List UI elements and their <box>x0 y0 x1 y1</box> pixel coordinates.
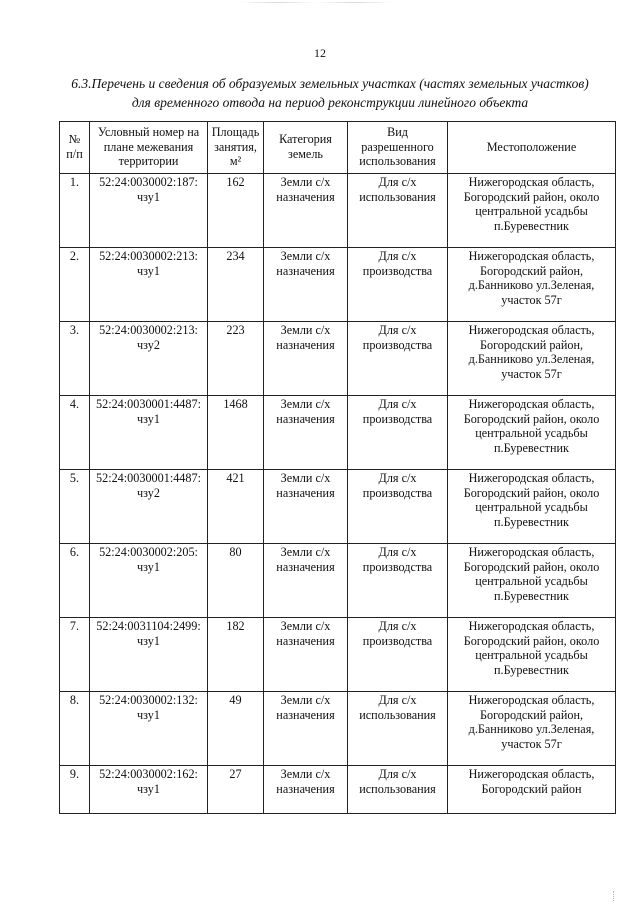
cell-num: 7. <box>60 618 90 692</box>
cell-cadastral: 52:24:0031104:2499: чзу1 <box>90 618 208 692</box>
scan-edge-artifact <box>613 891 628 901</box>
cell-cadastral: 52:24:0030002:132: чзу1 <box>90 692 208 766</box>
table-row <box>60 248 616 322</box>
table-row <box>60 174 616 248</box>
table-row <box>60 322 616 396</box>
cell-category: Земли с/х назначения <box>264 322 348 396</box>
cell-num: 3. <box>60 322 90 396</box>
cell-cadastral: 52:24:0030002:205: чзу1 <box>90 544 208 618</box>
cell-area: 80 <box>208 544 264 618</box>
table-body <box>60 174 616 814</box>
cell-location: Нижегородская область, Богородский район, около центральной усадьбы п.Буревестник <box>448 470 616 544</box>
cell-use: Для с/х использования <box>348 766 448 814</box>
cell-location: Нижегородская область, Богородский район, около центральной усадьбы п.Буревестник <box>448 544 616 618</box>
cell-use: Для с/х производства <box>348 248 448 322</box>
cell-category: Земли с/х назначения <box>264 692 348 766</box>
cell-area: 234 <box>208 248 264 322</box>
header-use: Вид разрешенного использования <box>348 122 448 174</box>
cell-num: 4. <box>60 396 90 470</box>
table-row <box>60 618 616 692</box>
cell-cadastral: 52:24:0030002:213: чзу1 <box>90 248 208 322</box>
cell-use: Для с/х использования <box>348 692 448 766</box>
land-plots-table <box>59 121 616 814</box>
cell-num: 1. <box>60 174 90 248</box>
header-num: № п/п <box>60 122 90 174</box>
table-row <box>60 470 616 544</box>
cell-use: Для с/х производства <box>348 470 448 544</box>
cell-location: Нижегородская область, Богородский район, д.Банниково ул.Зеленая, участок 57г <box>448 248 616 322</box>
cell-cadastral: 52:24:0030002:187: чзу1 <box>90 174 208 248</box>
scan-artifact <box>240 2 430 3</box>
cell-num: 6. <box>60 544 90 618</box>
cell-location: Нижегородская область, Богородский район <box>448 766 616 814</box>
cell-location: Нижегородская область, Богородский район, д.Банниково ул.Зеленая, участок 57г <box>448 322 616 396</box>
heading-line-2: для временного отвода на период реконструкции линейного объекта <box>131 95 529 110</box>
cell-area: 223 <box>208 322 264 396</box>
section-heading <box>40 74 620 112</box>
table-row <box>60 766 616 814</box>
header-location: Местоположение <box>448 122 616 174</box>
header-area: Площадь занятия, м² <box>208 122 264 174</box>
heading-line-1: 6.3.Перечень и сведения об образуемых земельных участках (частях земельных участков) <box>71 76 589 91</box>
cell-num: 8. <box>60 692 90 766</box>
cell-use: Для с/х производства <box>348 396 448 470</box>
cell-use: Для с/х производства <box>348 618 448 692</box>
cell-cadastral: 52:24:0030001:4487: чзу1 <box>90 396 208 470</box>
cell-area: 182 <box>208 618 264 692</box>
page-number: 12 <box>314 46 326 60</box>
cell-category: Земли с/х назначения <box>264 766 348 814</box>
cell-area: 162 <box>208 174 264 248</box>
table-row <box>60 396 616 470</box>
header-category: Категория земель <box>264 122 348 174</box>
cell-location: Нижегородская область, Богородский район, около центральной усадьбы п.Буревестник <box>448 174 616 248</box>
table-header-row <box>60 122 616 174</box>
cell-cadastral: 52:24:0030002:162: чзу1 <box>90 766 208 814</box>
cell-category: Земли с/х назначения <box>264 248 348 322</box>
cell-area: 27 <box>208 766 264 814</box>
cell-area: 1468 <box>208 396 264 470</box>
cell-area: 49 <box>208 692 264 766</box>
cell-category: Земли с/х назначения <box>264 618 348 692</box>
cell-num: 9. <box>60 766 90 814</box>
cell-category: Земли с/х назначения <box>264 396 348 470</box>
cell-num: 2. <box>60 248 90 322</box>
header-cadastral: Условный номер на плане межевания территории <box>90 122 208 174</box>
table-row <box>60 544 616 618</box>
cell-use: Для с/х производства <box>348 322 448 396</box>
cell-location: Нижегородская область, Богородский район, около центральной усадьбы п.Буревестник <box>448 618 616 692</box>
cell-cadastral: 52:24:0030002:213: чзу2 <box>90 322 208 396</box>
cell-category: Земли с/х назначения <box>264 544 348 618</box>
cell-location: Нижегородская область, Богородский район, около центральной усадьбы п.Буревестник <box>448 396 616 470</box>
table-row <box>60 692 616 766</box>
cell-area: 421 <box>208 470 264 544</box>
cell-category: Земли с/х назначения <box>264 470 348 544</box>
cell-use: Для с/х производства <box>348 544 448 618</box>
cell-num: 5. <box>60 470 90 544</box>
cell-location: Нижегородская область, Богородский район, д.Банниково ул.Зеленая, участок 57г <box>448 692 616 766</box>
cell-use: Для с/х использования <box>348 174 448 248</box>
cell-category: Земли с/х назначения <box>264 174 348 248</box>
cell-cadastral: 52:24:0030001:4487: чзу2 <box>90 470 208 544</box>
